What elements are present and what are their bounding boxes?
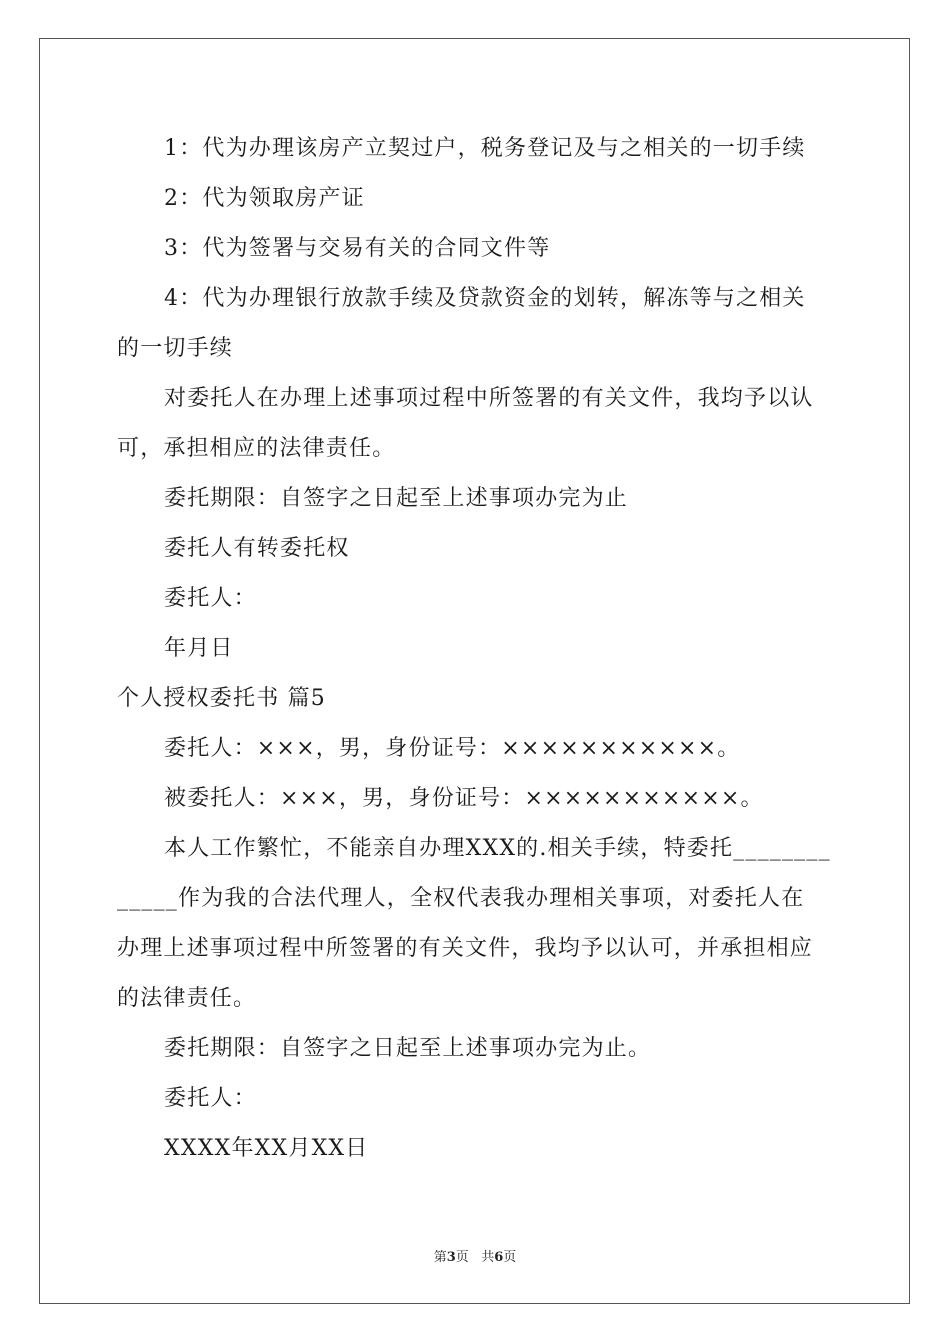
page-prefix: 第	[433, 1250, 447, 1265]
paragraph-line: 委托期限：自签字之日起至上述事项办完为止。	[164, 1036, 652, 1061]
page-total: 6	[494, 1250, 504, 1265]
paragraph-line: 可，承担相应的法律责任。	[117, 436, 396, 461]
paragraph-line: _____作为我的合法代理人，全权代表我办理相关事项，对委托人在	[117, 886, 805, 911]
document-body	[117, 124, 835, 1174]
page-footer	[0, 1246, 950, 1265]
paragraph-line: XXXX年XX月XX日	[164, 1136, 369, 1161]
paragraph-line: 本人工作繁忙，不能亲自办理XXX的.相关手续，特委托________	[164, 836, 831, 861]
paragraph-line: 的法律责任。	[117, 986, 257, 1011]
page-suffix: 页	[455, 1250, 469, 1265]
paragraph-line: 委托期限：自签字之日起至上述事项办完为止	[164, 486, 629, 511]
paragraph-line: 1：代为办理该房产立契过户，税务登记及与之相关的一切手续	[164, 136, 806, 161]
paragraph-line: 委托人有转委托权	[164, 536, 350, 561]
paragraph-line: 2：代为领取房产证	[164, 186, 365, 211]
total-prefix: 共	[481, 1250, 495, 1265]
paragraph-line: 年月日	[164, 636, 234, 661]
total-suffix: 页	[503, 1250, 517, 1265]
paragraph-line: 委托人：×××，男，身份证号：×××××××××××。	[164, 736, 741, 761]
page-current: 3	[446, 1250, 456, 1265]
paragraph-line: 办理上述事项过程中所签署的有关文件，我均予以认可，并承担相应	[117, 936, 814, 961]
paragraph-line: 3：代为签署与交易有关的合同文件等	[164, 236, 551, 261]
paragraph-line: 4：代为办理银行放款手续及贷款资金的划转，解冻等与之相关	[164, 286, 806, 311]
paragraph-line: 委托人：	[164, 586, 257, 611]
paragraph-line: 委托人：	[164, 1086, 257, 1111]
paragraph-line: 被委托人：×××，男，身份证号：×××××××××××。	[164, 786, 764, 811]
paragraph-line: 对委托人在办理上述事项过程中所签署的有关文件，我均予以认	[164, 386, 814, 411]
paragraph-line: 的一切手续	[117, 336, 234, 361]
section-heading: 个人授权委托书 篇5	[117, 686, 326, 711]
